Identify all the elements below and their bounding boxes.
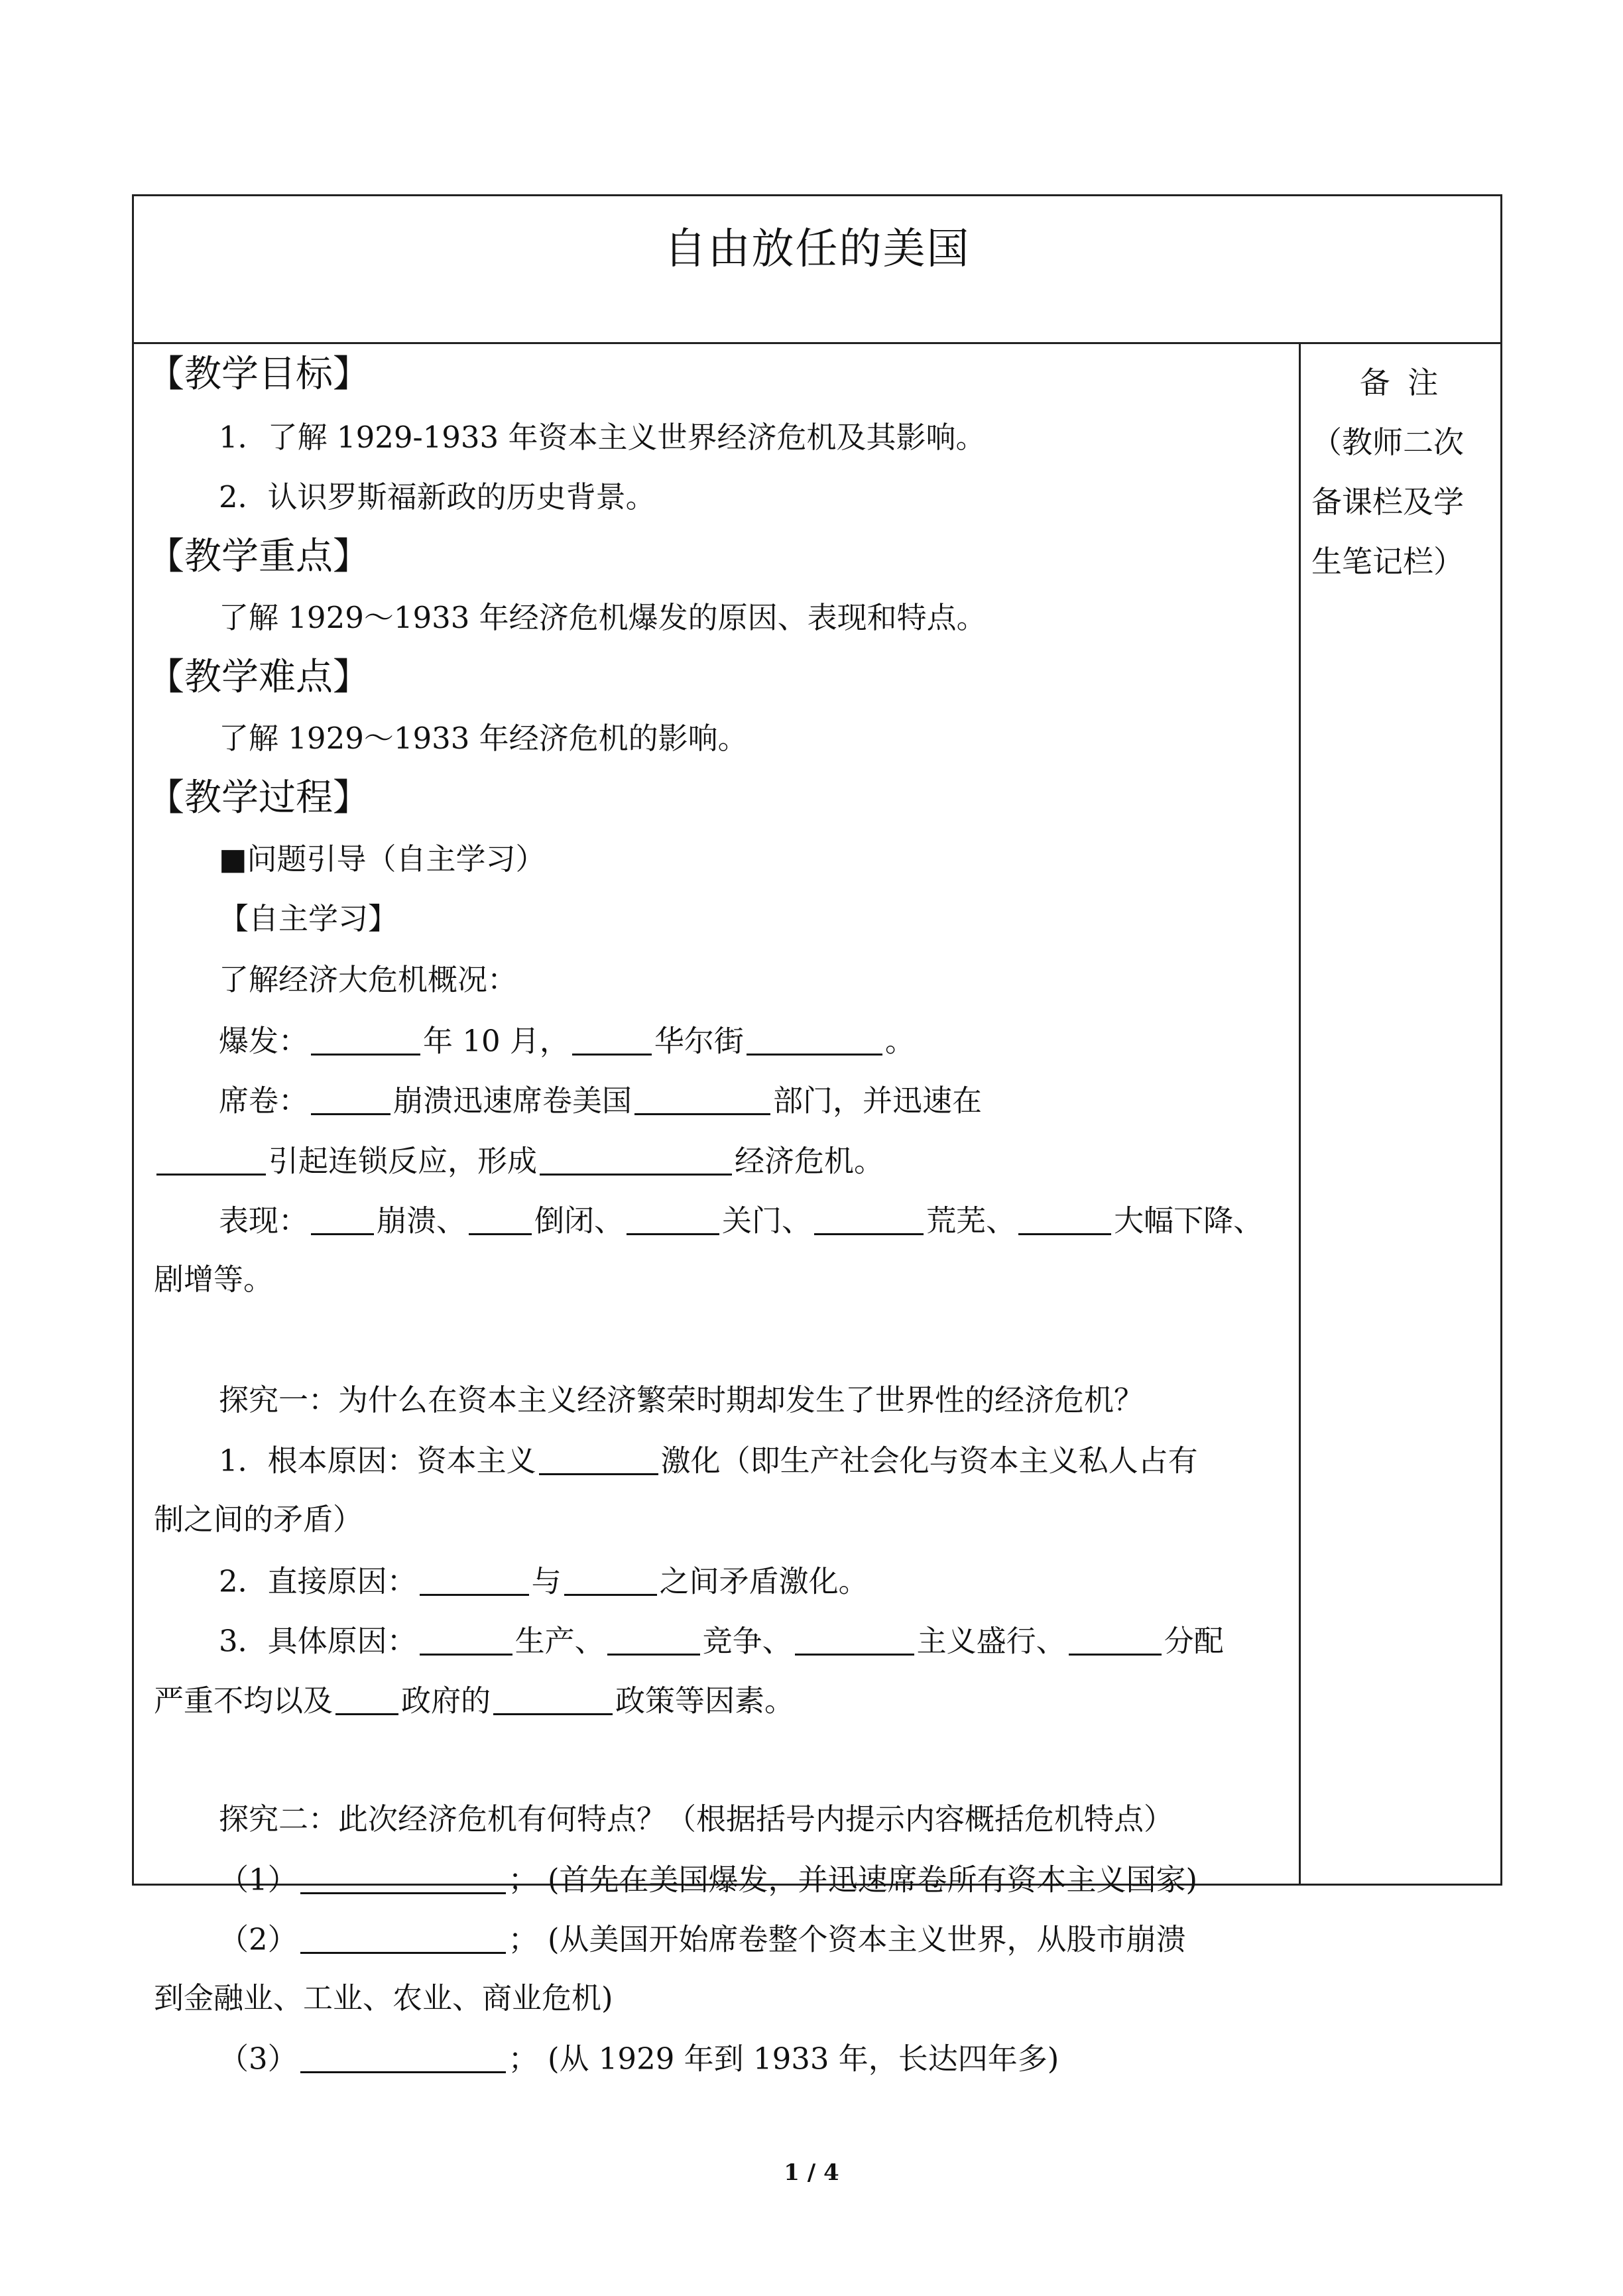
reason-label: 3．具体原因： xyxy=(219,1623,417,1659)
page-number: 1 / 4 xyxy=(784,2159,839,2186)
reason-text: 竞争、 xyxy=(702,1623,792,1659)
feature-2-cont: 到金融业、工业、农业、商业危机) xyxy=(154,1980,613,2016)
inquiry1-reason3 xyxy=(154,1624,1286,1658)
feature-hint: ； (从 1929 年到 1933 年，长达四年多) xyxy=(508,2041,1059,2077)
blank-field[interactable] xyxy=(539,1443,658,1475)
difficulty-heading: 【教学难点】 xyxy=(147,656,370,699)
reason-text: 生产、 xyxy=(514,1623,605,1659)
manifest-text: 大幅下降、 xyxy=(1114,1203,1264,1239)
notes-heading: 备 注 xyxy=(1359,365,1443,400)
notes-line: 备课栏及学 xyxy=(1311,484,1464,520)
objective-item: 1．了解 1929-1933 年资本主义世界经济危机及其影响。 xyxy=(219,420,986,455)
manifest-text: 关门、 xyxy=(722,1203,812,1239)
inquiry1-reason1 xyxy=(154,1443,1286,1477)
feature-2 xyxy=(154,1922,1286,1956)
blank-field[interactable] xyxy=(311,1024,420,1056)
feature-number: （3） xyxy=(219,2041,298,2077)
blank-field[interactable] xyxy=(1018,1203,1111,1235)
blank-field[interactable] xyxy=(607,1624,700,1656)
title-row xyxy=(134,196,1500,344)
blank-field[interactable] xyxy=(627,1203,719,1235)
reason-text: 与 xyxy=(531,1563,562,1599)
inquiry1-question: 探究一：为什么在资本主义经济繁荣时期却发生了世界性的经济危机？ xyxy=(219,1382,1144,1418)
blank-field[interactable] xyxy=(300,1862,506,1894)
objectives-heading: 【教学目标】 xyxy=(147,353,370,396)
content-cell xyxy=(134,344,1301,2077)
self-study-heading: 【自主学习】 xyxy=(219,901,398,936)
notes-cell xyxy=(1301,344,1500,1884)
manifest-text: 荒芜、 xyxy=(926,1203,1016,1239)
reason-text: 激化（即生产社会化与资本主义私人占有 xyxy=(660,1443,1198,1479)
guide-line: ■问题引导（自主学习） xyxy=(219,841,546,876)
spread-line-cont xyxy=(154,1144,1286,1178)
blank-field[interactable] xyxy=(311,1083,391,1115)
blank-field[interactable] xyxy=(469,1203,532,1235)
blank-field[interactable] xyxy=(311,1203,374,1235)
reason-text: 主义盛行、 xyxy=(916,1623,1066,1659)
blank-field[interactable] xyxy=(564,1564,657,1596)
objective-item: 2．认识罗斯福新政的历史背景。 xyxy=(219,479,656,514)
outbreak-text: 年 10 月， xyxy=(423,1023,570,1059)
reason-text: 严重不均以及 xyxy=(154,1683,333,1719)
manifest-text: 倒闭、 xyxy=(534,1203,625,1239)
reason-label: 2．直接原因： xyxy=(219,1563,417,1599)
blank-field[interactable] xyxy=(300,2041,506,2073)
feature-1 xyxy=(154,1862,1286,1896)
blank-field[interactable] xyxy=(747,1024,882,1056)
reason-text: 分配 xyxy=(1164,1623,1224,1659)
key-point-heading: 【教学重点】 xyxy=(147,535,370,578)
overview-line: 了解经济大危机概况： xyxy=(219,962,518,997)
key-point-text: 了解 1929～1933 年经济危机爆发的原因、表现和特点。 xyxy=(219,600,987,635)
blank-field[interactable] xyxy=(795,1624,914,1656)
blank-field[interactable] xyxy=(300,1922,506,1954)
feature-number: （1） xyxy=(219,1862,298,1898)
spread-text: 崩溃迅速席卷美国 xyxy=(393,1083,632,1118)
blank-field[interactable] xyxy=(335,1683,398,1715)
spread-label: 席卷： xyxy=(219,1083,309,1118)
feature-hint: ； (从美国开始席卷整个资本主义世界，从股市崩溃 xyxy=(508,1921,1186,1957)
inquiry2-question: 探究二：此次经济危机有何特点？（根据括号内提示内容概括危机特点） xyxy=(219,1801,1174,1837)
blank-field[interactable] xyxy=(1069,1624,1162,1656)
spread-text: 部门，并迅速在 xyxy=(773,1083,983,1118)
manifest-label: 表现： xyxy=(219,1203,309,1239)
feature-hint: ； (首先在美国爆发，并迅速席卷所有资本主义国家) xyxy=(508,1862,1198,1898)
blank-field[interactable] xyxy=(420,1624,512,1656)
lesson-plan-table xyxy=(132,194,1502,2077)
outbreak-text: 华尔街 xyxy=(654,1023,744,1059)
manifest-text: 剧增等。 xyxy=(154,1262,274,1297)
outbreak-text: 。 xyxy=(884,1023,915,1059)
spread-line xyxy=(154,1083,1286,1117)
manifest-line-cont xyxy=(154,1263,1286,1296)
inquiry1-reason1-cont: 制之间的矛盾） xyxy=(154,1502,363,1537)
reason-text: 政策等因素。 xyxy=(615,1683,795,1719)
outbreak-line xyxy=(154,1024,1286,1057)
blank-field[interactable] xyxy=(420,1564,529,1596)
notes-line: 生笔记栏） xyxy=(1311,544,1464,579)
inquiry1-reason3-cont xyxy=(154,1683,1286,1717)
blank-field[interactable] xyxy=(814,1203,924,1235)
spread-text: 经济危机。 xyxy=(735,1143,884,1179)
difficulty-text: 了解 1929～1933 年经济危机的影响。 xyxy=(219,721,748,756)
manifest-line xyxy=(154,1203,1286,1237)
blank-field[interactable] xyxy=(540,1144,732,1176)
feature-3 xyxy=(154,2041,1286,2075)
blank-field[interactable] xyxy=(634,1083,770,1115)
reason-label: 1．根本原因：资本主义 xyxy=(219,1443,536,1479)
outbreak-label: 爆发： xyxy=(219,1023,309,1059)
blank-field[interactable] xyxy=(156,1144,266,1176)
manifest-text: 崩溃、 xyxy=(377,1203,467,1239)
feature-number: （2） xyxy=(219,1921,298,1957)
spread-text: 引起连锁反应，形成 xyxy=(269,1143,538,1179)
blank-field[interactable] xyxy=(572,1024,652,1056)
reason-text: 政府的 xyxy=(401,1683,491,1719)
notes-line: （教师二次 xyxy=(1311,424,1464,460)
blank-field[interactable] xyxy=(493,1683,613,1715)
page-title: 自由放任的美国 xyxy=(664,225,971,274)
inquiry1-reason2 xyxy=(154,1564,1286,1598)
reason-text: 之间矛盾激化。 xyxy=(659,1563,869,1599)
process-heading: 【教学过程】 xyxy=(147,776,370,819)
